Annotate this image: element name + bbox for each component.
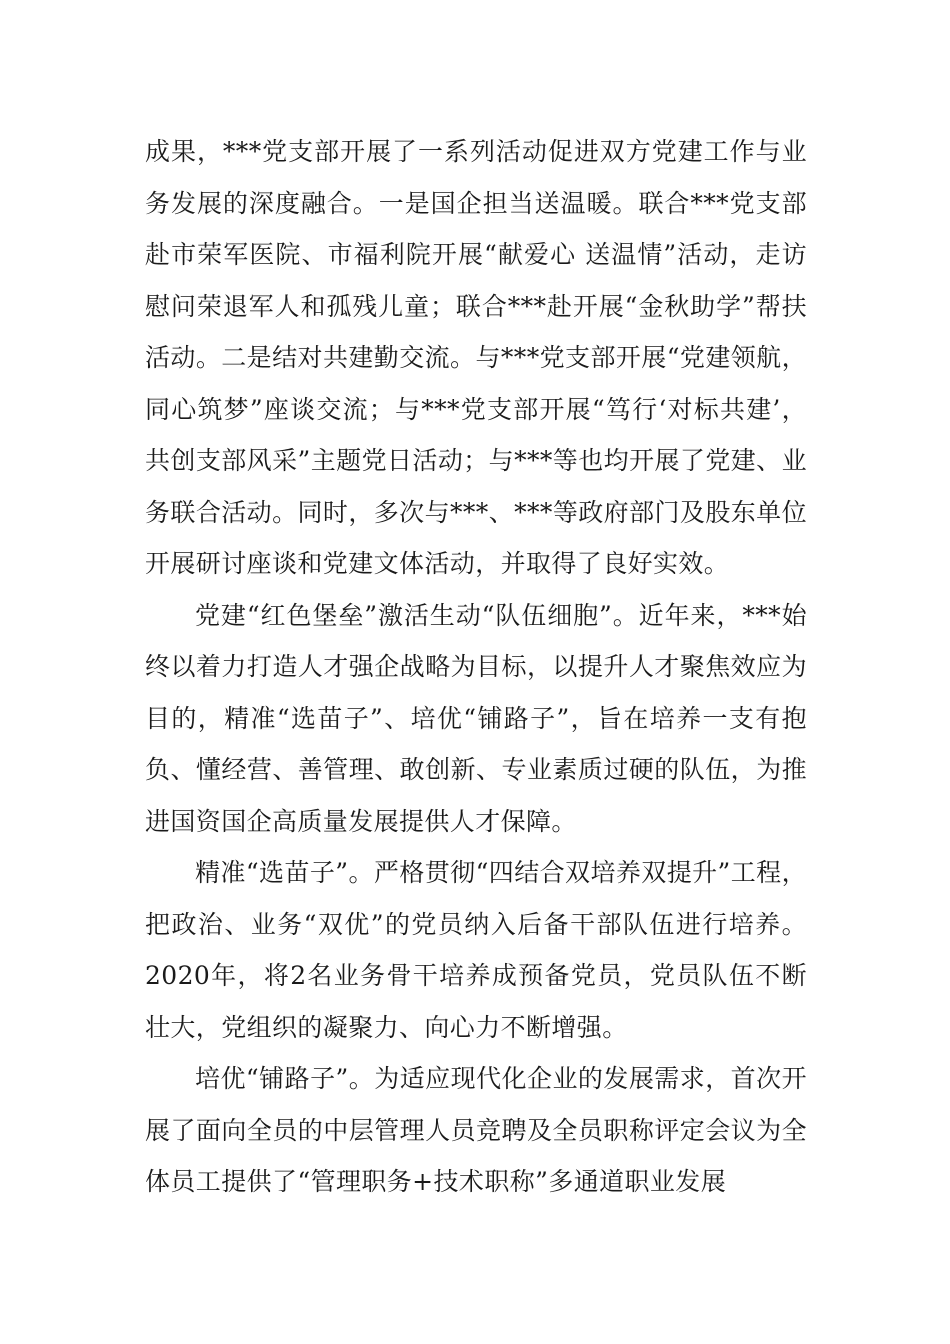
paragraph-1: 成果，***党支部开展了一系列活动促进双方党建工作与业务发展的深度融合。一是国企担当送温暖。联合***党支部赴市荣军医院、市福利院开展“献爱心 送温情”活动，走访慰问荣退军人和孤残儿童；联合***赴开展“金秋助学”帮扶活动。二是结对共建勤交流。与***党支部开展“党建领航，同心筑梦”座谈交流；与***党支部开展“笃行‘对标共建’，共创支部风采”主题党日活动；与***等也均开展了党建、业务联合活动。同时，多次与***、***等政府部门及股东单位开展研讨座谈和党建文体活动，并取得了良好实效。 <box>145 137 807 578</box>
paragraph-3: 精准“选苗子”。严格贯彻“四结合双培养双提升”工程，把政治、业务“双优”的党员纳入后备干部队伍进行培养。2020年，将2名业务骨干培养成预备党员，党员队伍不断壮大，党组织的凝聚力、向心力不断增强。 <box>145 858 807 1042</box>
document-body <box>145 126 807 1208</box>
paragraph-4: 培优“铺路子”。为适应现代化企业的发展需求，首次开展了面向全员的中层管理人员竞聘及全员职称评定会议为全体员工提供了“管理职务+技术职称”多通道职业发展 <box>145 1064 807 1196</box>
paragraph-2: 党建“红色堡垒”激活生动“队伍细胞”。近年来，***始终以着力打造人才强企战略为目标，以提升人才聚焦效应为目的，精准“选苗子”、培优“铺路子”，旨在培养一支有抱负、懂经营、善管理、敢创新、专业素质过硬的队伍，为推进国资国企高质量发展提供人才保障。 <box>145 600 807 836</box>
